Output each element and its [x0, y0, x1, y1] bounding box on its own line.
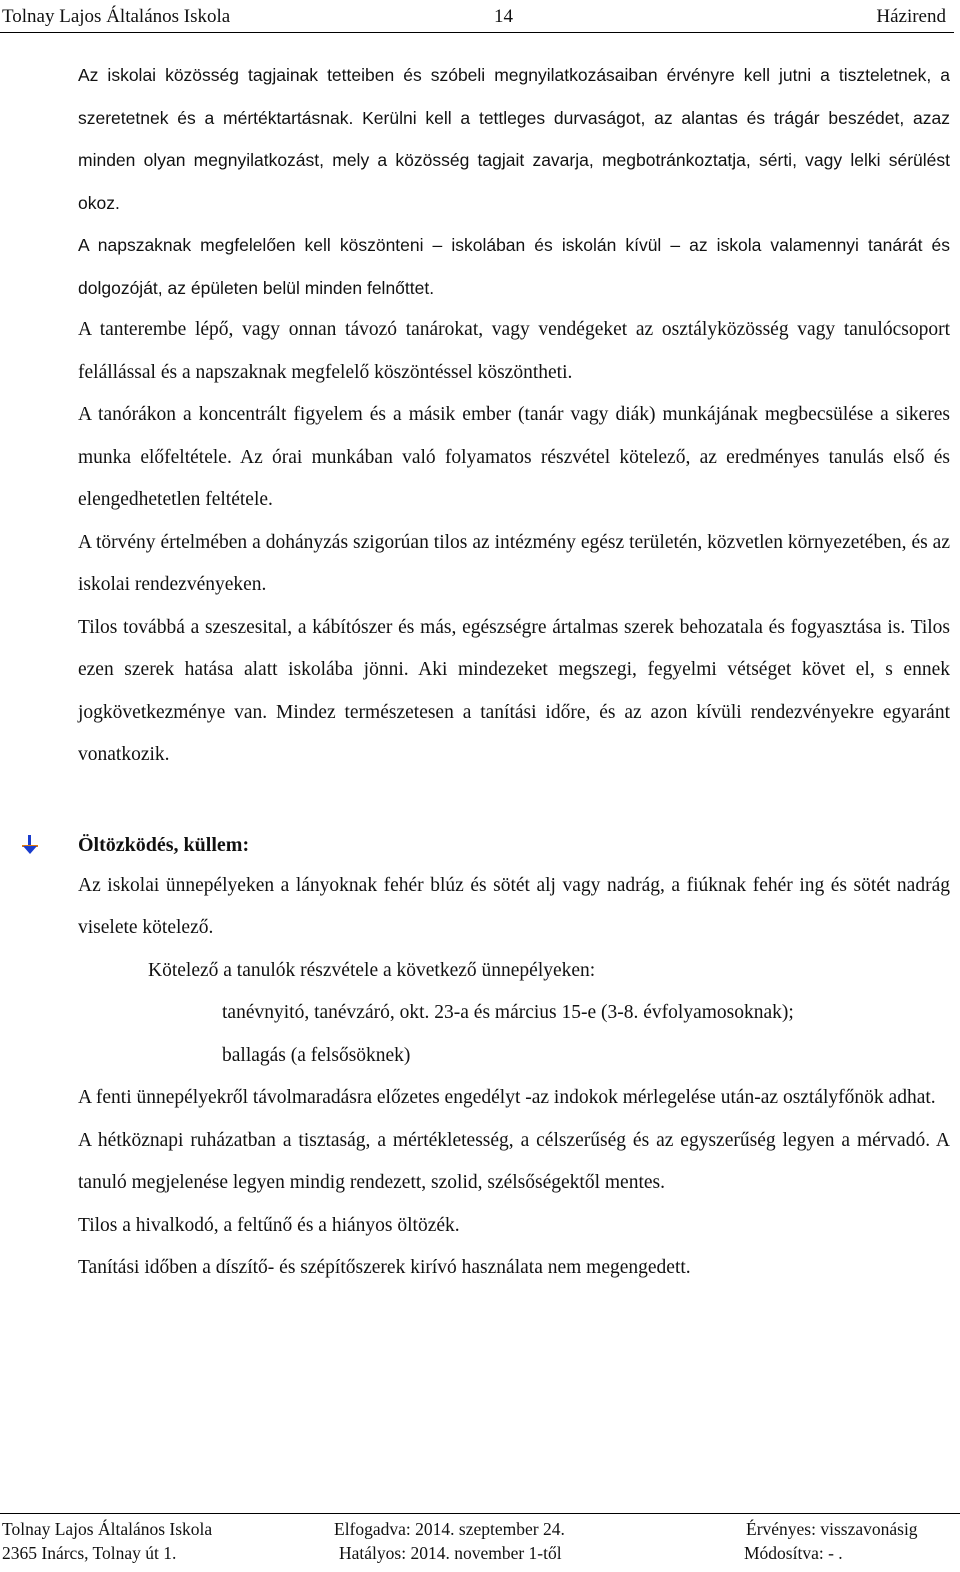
section-heading [78, 825, 950, 865]
footer-effective-date: Hatályos: 2014. november 1-től [339, 1543, 562, 1563]
paragraph-everyday-clothing: A hétköznapi ruházatban a tisztaság, a mértékletesség, a célszerűség és az egyszerűség legyen a mérvadó. A tanuló megjelenése legyen mindig rendezett, szolid, szélsőségektől mentes. [78, 1129, 950, 1193]
footer-accepted-date: Elfogadva: 2014. szeptember 24. [334, 1519, 565, 1539]
paragraph-cosmetics: Tanítási időben a díszítő- és szépítőszerek kirívó használata nem megengedett. [78, 1257, 691, 1278]
paragraph-smoking: A törvény értelmében a dohányzás szigorúan tilos az intézmény egész területén, közvetlen környezetében, és az iskolai rendezvényeken. [78, 531, 950, 595]
footer-address: 2365 Inárcs, Tolnay út 1. [2, 1543, 177, 1563]
paragraph-absence: A fenti ünnepélyekről távolmaradásra előzetes engedélyt -az indokok mérlegelése után-az osztályfőnök adhat. [78, 1087, 936, 1108]
header-page-number: 14 [494, 6, 513, 27]
page-header [0, 4, 954, 33]
footer-school-name: Tolnay Lajos Általános Iskola [2, 1519, 213, 1539]
paragraph-greeting: A napszaknak megfelelően kell köszönteni – iskolában és iskolán kívül – az iskola valamennyi tanárát és dolgozóját, az épületen belül minden felnőttet. [78, 235, 950, 298]
paragraph-substances: Tilos továbbá a szeszesital, a kábítószer és más, egészségre ártalmas szerek behozatala és fogyasztása is. Tilos ezen szerek hatása alatt iskolába jönni. Aki mindezeket megszegi, fegyelmi vétséget követ el, s ennek jogkövetkezménye van. Mindez természetesen a tanítási időre, és az azon kívüli rendezvényekre egyaránt vonatkozik. [78, 616, 950, 765]
ceremony-list-line: ballagás (a felsősöknek) [222, 1044, 411, 1066]
section-spacer [78, 777, 950, 825]
page-body [78, 54, 950, 1290]
page-footer [0, 1513, 960, 1570]
paragraph-attention: A tanórákon a koncentrált figyelem és a másik ember (tanár vagy diák) munkájának megbecsülése a sikeres munka előfeltétele. Az órai munkában való folyamatos részvétel kötelező, az eredményes tanulás első és elengedhetetlen feltétele. [78, 404, 950, 510]
bullet-arrow-icon [22, 835, 38, 855]
footer-validity: Érvényes: visszavonásig [746, 1519, 918, 1539]
paragraph-forbidden-clothing: Tilos a hivalkodó, a feltűnő és a hiányos öltözék. [78, 1214, 460, 1236]
paragraph-ceremony-dress: Az iskolai ünnepélyeken a lányoknak fehér blúz és sötét alj vagy nadrág, a fiúknak fehér ing és sötét nadrág viselete kötelező. [78, 874, 950, 938]
mandatory-ceremonies-label: Kötelező a tanulók részvétele a következő ünnepélyeken: [148, 959, 596, 981]
footer-modified: Módosítva: - . [744, 1543, 843, 1563]
paragraph-respect: Az iskolai közösség tagjainak tetteiben és szóbeli megnyilatkozásaiban érvényre kell jutni a tiszteletnek, a szeretetnek és a mértéktartásnak. Kerülni kell a tettleges durvaságot, az alantas és trágár beszédet, azaz minden olyan megnyilatkozást, mely a közösség tagjait zavarja, megbotránkoztatja, sérti, vagy lelki sérülést okoz. [78, 65, 950, 213]
paragraph-classroom-greeting: A tanterembe lépő, vagy onnan távozó tanárokat, vagy vendégeket az osztályközösség vagy tanulócsoport felállással és a napszaknak megfelelő köszöntéssel köszöntheti. [78, 319, 950, 383]
header-document-title: Házirend [876, 6, 946, 27]
header-school-name: Tolnay Lajos Általános Iskola [2, 6, 231, 27]
ceremony-list-line: tanévnyitó, tanévzáró, okt. 23-a és március 15-e (3-8. évfolyamosoknak); [222, 1002, 794, 1023]
section-title: Öltözködés, küllem: [78, 833, 250, 856]
